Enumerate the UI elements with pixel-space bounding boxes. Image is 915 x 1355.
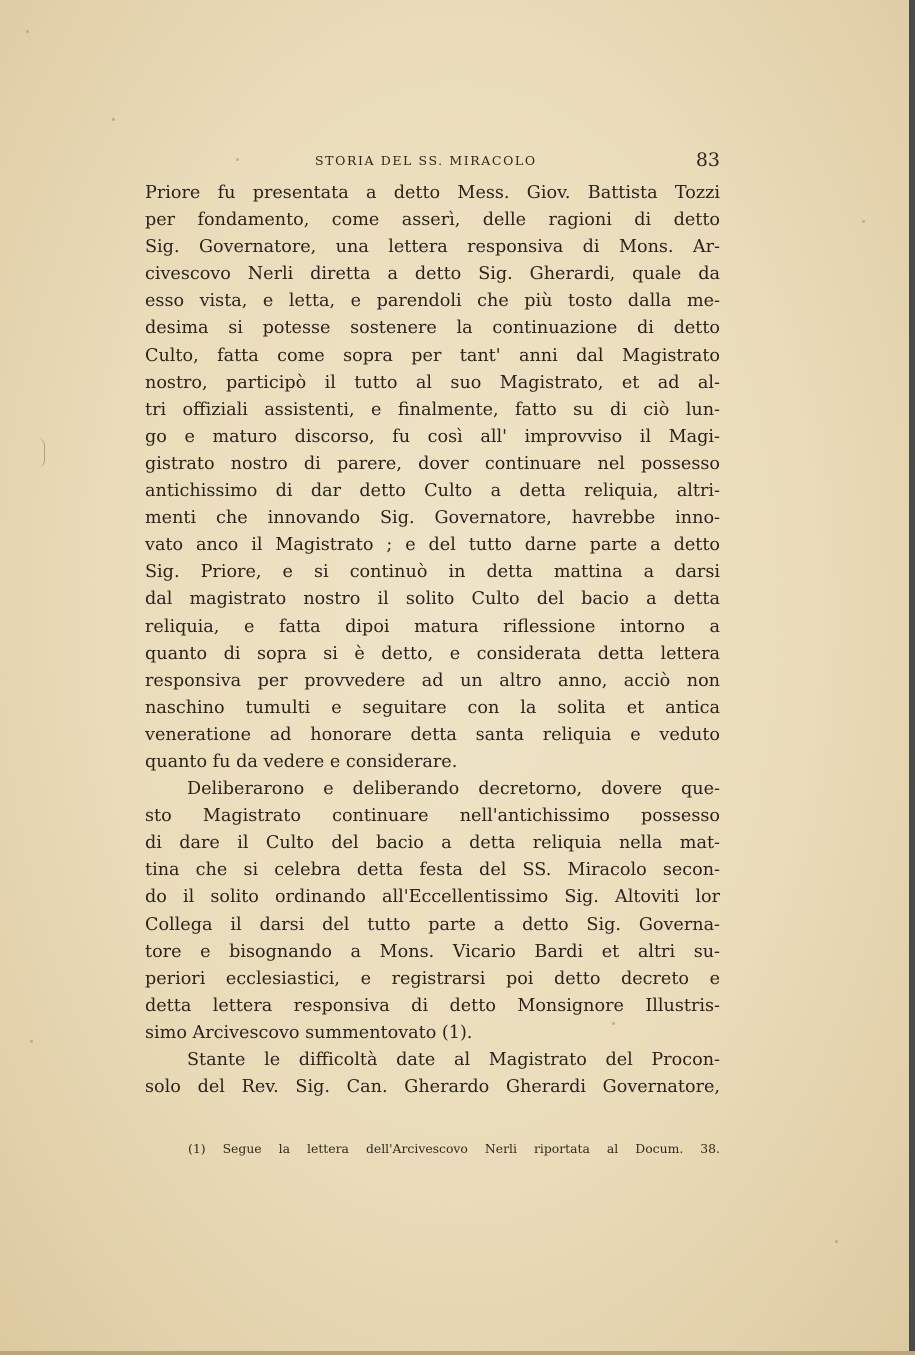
paper-speck xyxy=(862,220,865,223)
text-line: esso vista, e letta, e parendoli che più tosto dalla me- xyxy=(145,291,720,312)
text-line: nostro, participò il tutto al suo Magistrato, et ad al- xyxy=(145,372,720,393)
text-line: tore e bisognando a Mons. Vicario Bardi et altri su- xyxy=(145,941,720,962)
text-line: Sig. Governatore, una lettera responsiva di Mons. Ar- xyxy=(145,237,720,258)
text-line: Culto, fatta come sopra per tant' anni dal Magistrato xyxy=(145,345,720,366)
page-number: 83 xyxy=(695,149,720,171)
paper-speck xyxy=(112,118,115,121)
paragraph-start-line: Stante le difficoltà date al Magistrato del Procon- xyxy=(187,1050,720,1070)
text-line: veneratione ad honorare detta santa reliquia e veduto xyxy=(145,724,720,745)
paragraph-end-line: quanto fu da vedere e considerare. xyxy=(145,751,458,772)
text-line: detta lettera responsiva di detto Monsignore Illustris- xyxy=(145,995,720,1016)
paragraph-start-line: Deliberarono e deliberando decretorno, dovere que- xyxy=(187,779,720,800)
text-line: antichissimo di dar detto Culto a detta reliquia, altri- xyxy=(145,481,720,502)
text-line: Priore fu presentata a detto Mess. Giov. Battista Tozzi xyxy=(145,183,720,203)
text-line: dal magistrato nostro il solito Culto del bacio a detta xyxy=(145,589,720,610)
paper-speck xyxy=(835,1240,838,1243)
text-line: reliquia, e fatta dipoi matura riflessione intorno a xyxy=(145,616,720,637)
running-header xyxy=(145,149,720,175)
text-line: periori ecclesiastici, e registrarsi poi detto decreto e xyxy=(145,968,720,989)
text-line: di dare il Culto del bacio a detta reliquia nella mat- xyxy=(145,833,720,854)
text-line: gistrato nostro di parere, dover continuare nel possesso xyxy=(145,453,720,474)
paragraph-end-line: simo Arcivescovo summentovato (1). xyxy=(145,1022,473,1043)
text-line: naschino tumulti e seguitare con la solita et antica xyxy=(145,697,720,718)
paper-speck xyxy=(30,1040,33,1043)
text-line: do il solito ordinando all'Eccellentissimo Sig. Altoviti lor xyxy=(145,887,720,908)
text-line: go e maturo discorso, fu così all' improvviso il Magi- xyxy=(145,426,720,447)
text-line: menti che innovando Sig. Governatore, havrebbe inno- xyxy=(145,508,720,529)
text-line: desima si potesse sostenere la continuazione di detto xyxy=(145,318,720,339)
running-title: STORIA DEL SS. MIRACOLO xyxy=(315,153,537,168)
page-edge-shadow xyxy=(909,0,915,1355)
text-line: sto Magistrato continuare nell'antichissimo possesso xyxy=(145,806,720,827)
text-line: solo del Rev. Sig. Can. Gherardo Gherardi Governatore, xyxy=(145,1077,720,1098)
margin-pencil-mark xyxy=(36,438,45,468)
text-line: tri offiziali assistenti, e finalmente, fatto su di ciò lun- xyxy=(145,399,720,420)
text-line: per fondamento, come asserì, delle ragioni di detto xyxy=(145,210,720,231)
text-line: quanto di sopra si è detto, e considerata detta lettera xyxy=(145,643,720,664)
text-line: Collega il darsi del tutto parte a detto Sig. Governa- xyxy=(145,914,720,935)
text-line: vato anco il Magistrato ; e del tutto darne parte a detto xyxy=(145,535,720,556)
text-line: Sig. Priore, e si continuò in detta mattina a darsi xyxy=(145,562,720,583)
text-line: civescovo Nerli diretta a detto Sig. Gherardi, quale da xyxy=(145,264,720,285)
text-line: responsiva per provvedere ad un altro anno, acciò non xyxy=(145,670,720,691)
text-line: tina che si celebra detta festa del SS. Miracolo secon- xyxy=(145,860,720,881)
body-text xyxy=(145,180,720,1101)
paper-speck xyxy=(26,30,29,33)
page-bottom-edge xyxy=(0,1351,915,1355)
footnote: (1) Segue la lettera dell'Arcivescovo Nerli riportata al Docum. 38. xyxy=(188,1141,720,1156)
